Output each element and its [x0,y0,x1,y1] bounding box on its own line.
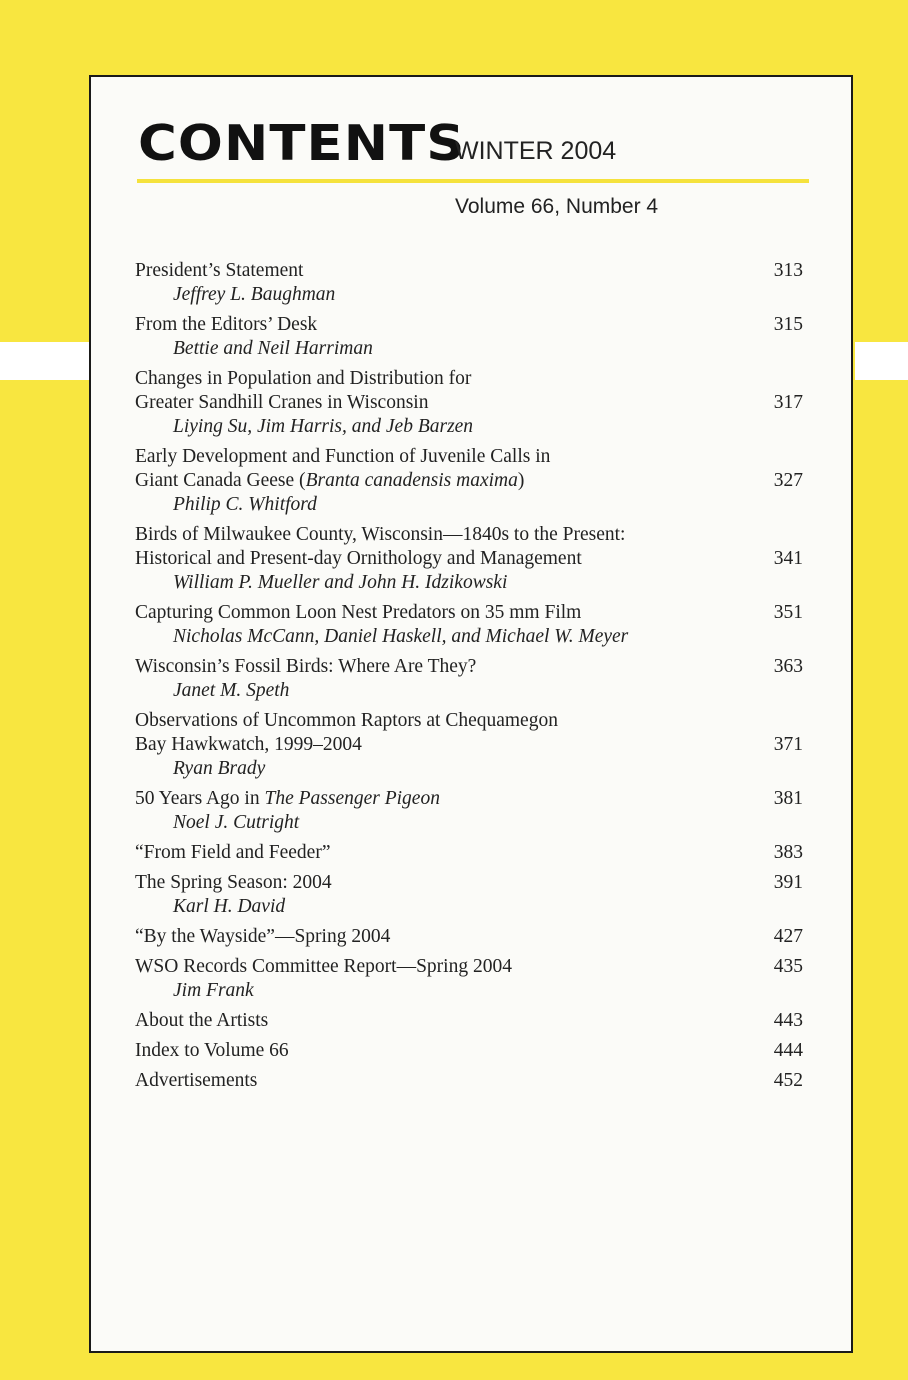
entry-author: Bettie and Neil Harriman [173,338,373,359]
contents-entry [135,523,807,595]
contents-entry [135,955,807,1003]
entry-author: Nicholas McCann, Daniel Haskell, and Michael W. Meyer [173,626,629,647]
contents-entry [135,925,807,949]
entry-title: Capturing Common Loon Nest Predators on 35 mm Film [135,602,582,623]
entry-page-number: 427 [773,926,803,947]
entry-title: Historical and Present-day Ornithology and Management [135,548,582,569]
entry-page-number: 435 [773,956,803,977]
entry-title: WSO Records Committee Report—Spring 2004 [135,956,512,977]
contents-entry [135,1039,807,1063]
entry-title: “By the Wayside”—Spring 2004 [135,926,391,947]
entry-page-number: 452 [773,1070,803,1091]
entry-page-number: 317 [773,392,803,413]
entry-page-number: 383 [773,842,803,863]
entry-title-italic: The Passenger Pigeon [264,788,440,809]
volume-label: Volume 66, Number 4 [455,195,659,218]
entry-title: From the Editors’ Desk [135,314,318,335]
entry-title: Index to Volume 66 [135,1040,289,1061]
entry-title: President’s Statement [135,260,304,281]
entry-author: Noel J. Cutright [173,812,300,833]
contents-entry [135,871,807,919]
entry-title: Bay Hawkwatch, 1999–2004 [135,734,362,755]
contents-entry [135,709,807,781]
contents-entry [135,445,807,517]
entry-page-number: 391 [773,872,803,893]
entry-page-number: 315 [773,314,803,335]
entry-page-number: 313 [773,260,803,281]
entry-title: Greater Sandhill Cranes in Wisconsin [135,392,429,413]
contents-entry [135,1009,807,1033]
contents-entry [135,841,807,865]
entry-title: Early Development and Function of Juvenile Calls in [135,446,551,467]
header-rule [137,179,809,183]
entry-title: Changes in Population and Distribution for [135,368,472,389]
entry-author: William P. Mueller and John H. Idzikowski [173,572,508,593]
contents-entry [135,367,807,439]
contents-page [89,75,853,1353]
entry-title: Observations of Uncommon Raptors at Chequamegon [135,710,558,731]
contents-entry [135,655,807,703]
entry-title-italic: Branta canadensis maxima [305,470,518,491]
entry-page-number: 363 [773,656,803,677]
entry-page-number: 351 [773,602,803,623]
entry-page-number: 443 [773,1010,803,1031]
entry-title: About the Artists [135,1010,269,1031]
entry-author: Philip C. Whitford [173,494,317,515]
entry-author: Jim Frank [173,980,254,1001]
contents-entry [135,787,807,835]
entry-page-number: 371 [773,734,803,755]
contents-entry [135,601,807,649]
contents-entry [135,1069,807,1093]
entry-title: Wisconsin’s Fossil Birds: Where Are They? [135,656,477,677]
contents-entry [135,259,807,307]
entry-page-number: 341 [773,548,803,569]
contents-entry [135,313,807,361]
entry-title: “From Field and Feeder” [135,842,331,863]
issue-label: WINTER 2004 [455,137,617,165]
cover-stripe-left [0,342,92,380]
entry-title: Giant Canada Geese (Branta canadensis maxima) [135,470,525,491]
entry-page-number: 327 [773,470,803,491]
entry-title: The Spring Season: 2004 [135,872,332,893]
entry-author: Liying Su, Jim Harris, and Jeb Barzen [173,416,474,437]
entry-author: Janet M. Speth [173,680,290,701]
entry-title: 50 Years Ago in The Passenger Pigeon [135,788,440,809]
page-title: CONTENTS [138,115,466,172]
entry-author: Ryan Brady [173,758,266,779]
entry-author: Jeffrey L. Baughman [173,284,336,305]
contents-list [135,259,807,1099]
entry-author: Karl H. David [173,896,286,917]
entry-title: Birds of Milwaukee County, Wisconsin—1840s to the Present: [135,524,626,545]
entry-page-number: 444 [773,1040,803,1061]
cover-stripe-right [855,342,908,380]
entry-page-number: 381 [773,788,803,809]
entry-title: Advertisements [135,1070,258,1091]
